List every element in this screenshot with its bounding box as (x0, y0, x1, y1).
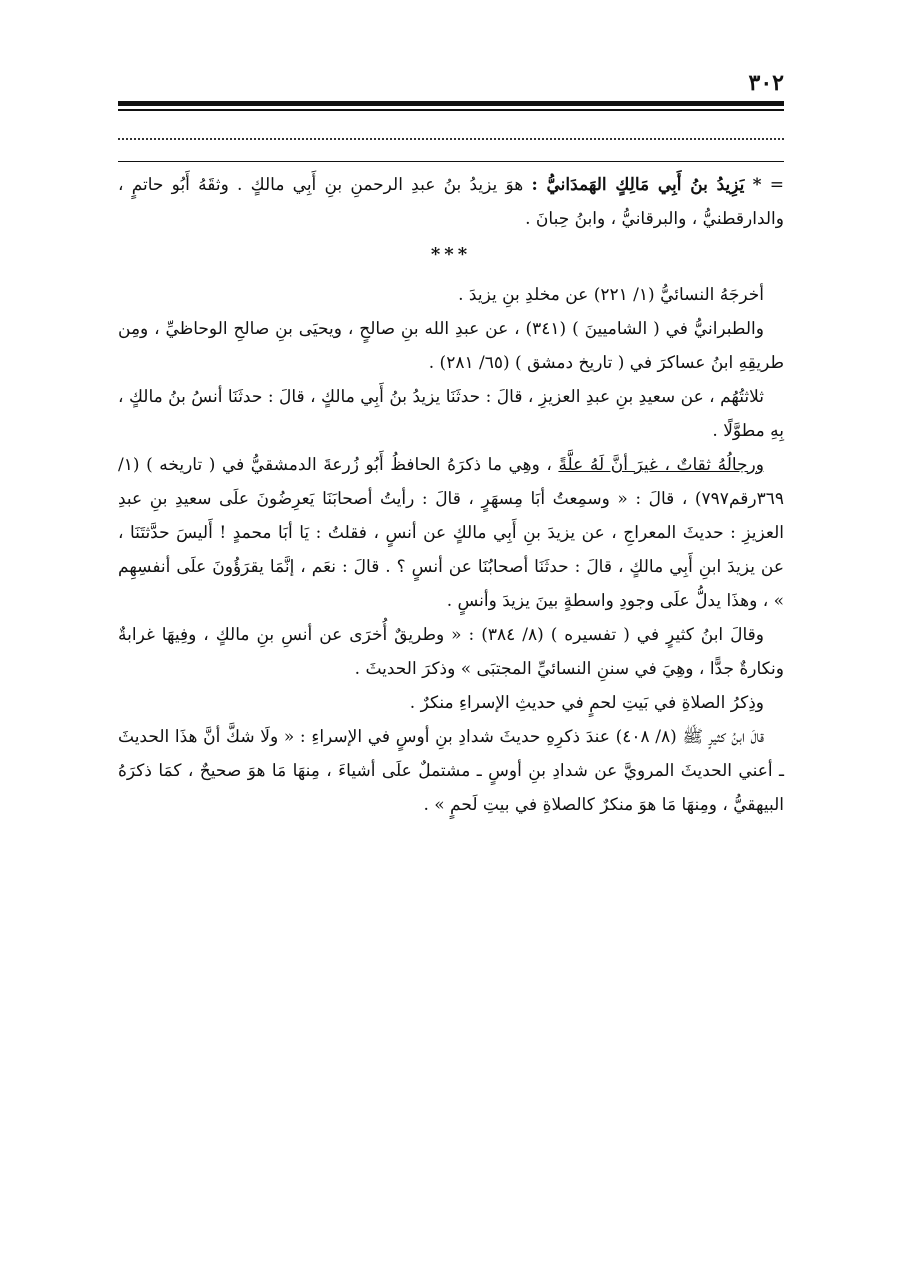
paragraph-2: والطبرانيُّ في ( الشاميينَ ) (٣٤١) ، عن عبدِ الله بنِ صالحٍ ، ويحيَى بنِ صالحِ الوحاظيِّ ، ومِن طريقِهِ ابنُ عساكرَ في ( تاريخ دمشق ) (٦٥/ ٢٨١) . (118, 319, 784, 373)
paragraph-6: وذِكرُ الصلاةِ في بَيتِ لحمٍ في حديثِ الإسراءِ منكرٌ . (409, 693, 764, 713)
book-page (118, 0, 784, 1279)
paragraph-5: وقالَ ابنُ كثيرٍ في ( تفسيره ) (٨/ ٣٨٤) : « وطريقٌ أُخرَى عن أنسِ بنِ مالكٍ ، وفِيهَا غرابةٌ ونكارةٌ جدًّا ، وهِيَ في سننِ النسائيِّ المجتبَى » وذكرَ الحديثَ . (118, 625, 784, 679)
dotted-separator (118, 138, 784, 140)
narrator-name: يَزِيدُ بنُ أَبِي مَالِكٍ الهَمدَانيُّ : (531, 175, 745, 195)
paragraph-4-underlined: ورجالُهُ ثقاتٌ ، غيرَ أنَّ لَهُ علَّةً (558, 455, 764, 475)
header-rule-thick (118, 101, 784, 106)
paragraph-4-rest: ، وهِي ما ذكرَهُ الحافظُ أَبُو زُرعةَ الدمشقيُّ في ( تاريخه ) (١/ ٣٦٩رقم٧٩٧) ، قالَ : « وسمِعتُ أبَا مِسهَرٍ ، قالَ : رأيتُ أصحابَنَا يَعرِضُونَ علَى سعيدِ بنِ عبدِ العزيزِ : حديثَ المعراجِ ، عن يزيدَ بنِ أَبِي مالكٍ عن أنسٍ ، فقلتُ : يَا أبَا محمدٍ ! أَليسَ حدَّثتَنَا ، عن يزيدَ ابنِ أَبِي مالكٍ ، قالَ : حدثَنَا أصحابُنَا عن أنسٍ ؟ . قالَ : نعَم ، إنَّمَا يقرَؤُونَ علَى أنفسِهِم » ، وهذَا يدلُّ علَى وجودِ واسطةٍ بينَ يزيدَ وأنسٍ . (118, 455, 784, 611)
header-rule-thin (118, 109, 784, 111)
footnote-marker: = (769, 175, 785, 195)
page-content (118, 168, 784, 822)
paragraph-4 (118, 448, 784, 618)
footnote-text: هوَ يزيدُ بنُ عبدِ الرحمنِ بنِ أَبِي مالكٍ . وثقَهُ أَبُو حاتمٍ ، والدارقطنيُّ ، والبرقانيُّ ، وابنُ حِبانَ . (118, 175, 784, 229)
page-number: ٣٠٢ (748, 70, 784, 96)
paragraph-1: أخرجَهُ النسائيُّ (١/ ٢٢١) عن مخلدِ بنِ يزيدَ . (458, 285, 764, 305)
footnote-star: * (752, 175, 762, 195)
footnote-rule (118, 161, 784, 162)
paragraph-7: قالَ ابنُ كثيرٍ ﷺ (٨/ ٤٠٨) عندَ ذكرِهِ حديثَ شدادِ بنِ أوسٍ في الإسراءِ : « ولَا شكَّ أنَّ هذَا الحديثَ ـ أعني الحديثَ المرويَّ عن شدادِ بنِ أوسٍ ـ مشتملٌ علَى أشياءَ ، مِنهَا مَا هوَ صحيحٌ ، كمَا ذكرَهُ البيهقيُّ ، ومِنهَا مَا هوَ منكرٌ كالصلاةِ في بيتِ لَحمٍ » . (118, 727, 784, 815)
footnote-continuation (118, 168, 784, 236)
section-separator: *** (430, 244, 472, 265)
paragraph-3: ثلاثتُهُم ، عن سعيدِ بنِ عبدِ العزيزِ ، قالَ : حدثَنَا يزيدُ بنُ أَبِي مالكٍ ، قالَ : حدثَنَا أنسُ بنُ مالكٍ ، بِهِ مطوَّلًا . (118, 387, 784, 441)
